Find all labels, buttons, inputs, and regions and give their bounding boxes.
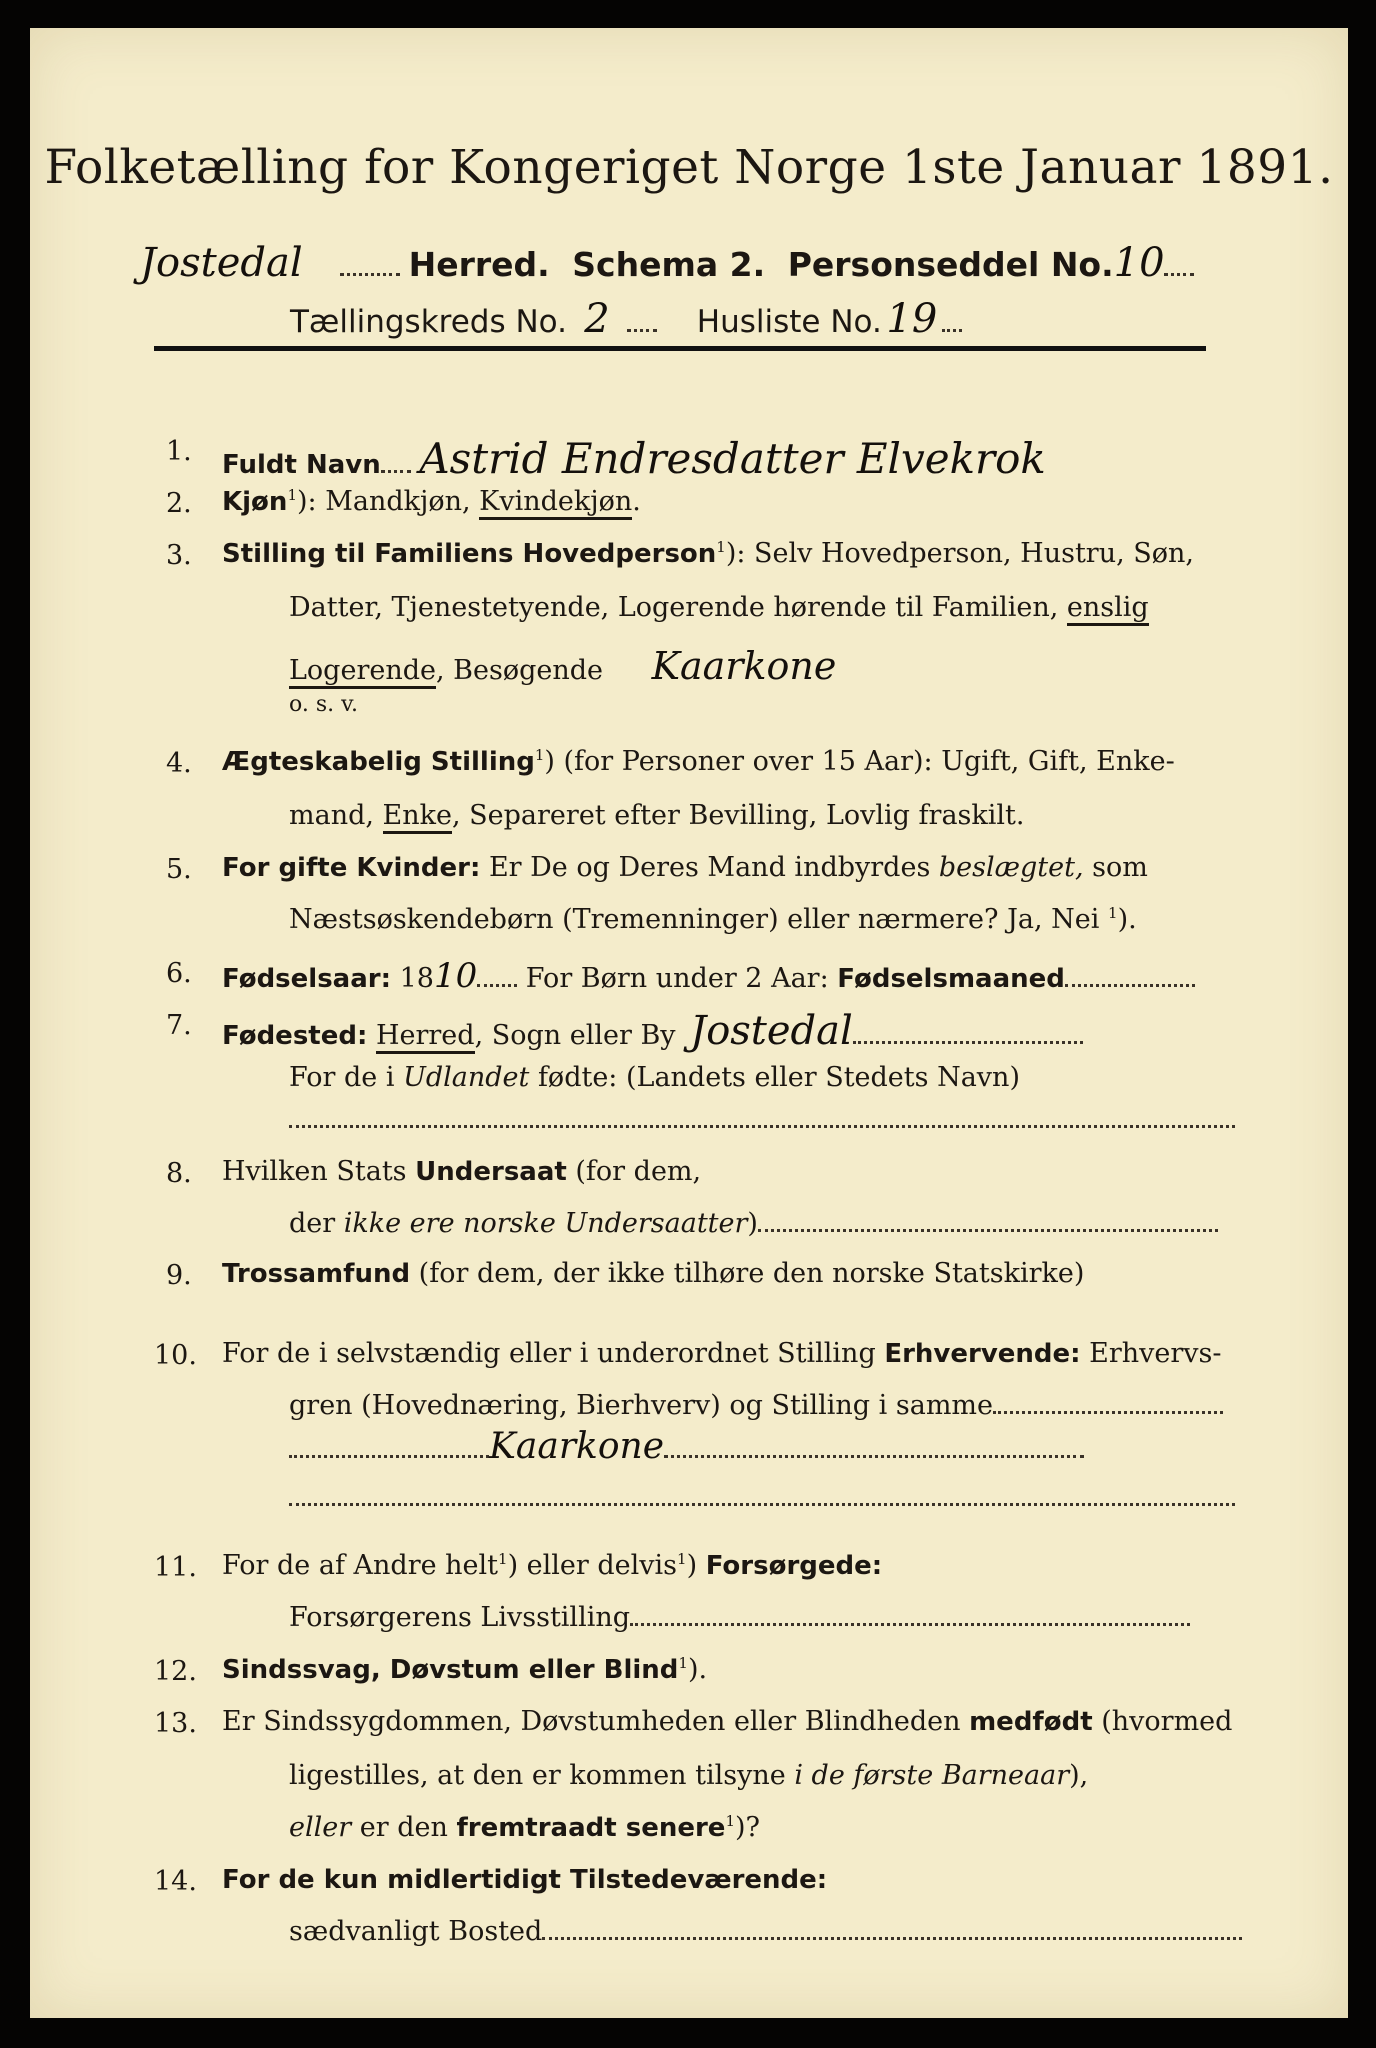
q13-line2 [289,1760,1088,1791]
census-form [30,28,1348,2018]
q9-text: (for dem, der ikke tilhøre den norske Statskirke) [410,1258,1085,1289]
q7-blank-line [289,1104,1235,1135]
q14-line2: sædvanligt Bosted [289,1916,543,1947]
q5-footnote-ref: 1 [1108,904,1118,922]
q3-options-line3: , Besøgende [435,655,603,686]
q4-options-b: , Separeret efter Bevilling, Lovlig fraskilt. [452,800,1025,831]
q13-label-medfodt: medfødt [969,1707,1093,1737]
q11-line1 [222,1550,882,1581]
q10-text-b: Erhvervs- [1080,1338,1222,1369]
q11-line2 [289,1602,1190,1633]
q8-number: 8. [166,1158,192,1189]
q2-line [222,486,641,517]
q5-text-a: Er De og Deres Mand indbyrdes [480,852,939,883]
q5-line2 [289,904,1137,935]
q12-footnote-ref: 1 [678,1654,688,1672]
q3-line4 [289,692,358,717]
q10-label: Erhvervende: [884,1339,1081,1369]
q11-number: 11. [154,1552,197,1583]
q12-end: ). [687,1654,708,1685]
q11-footnote-ref-2: 1 [677,1550,687,1568]
q6-line [222,956,1195,996]
q12-number: 12. [154,1656,197,1687]
q7-line2-a: For de i [289,1062,404,1093]
q11-text-c: ) [686,1550,706,1581]
kreds-line [290,296,962,342]
header-rule [154,346,1206,351]
q14-line2 [289,1916,1242,1947]
q13-line2-c: ), [1069,1760,1089,1791]
q13-line1 [222,1706,1232,1737]
q10-blank-line [289,1482,1235,1513]
q2-footnote-ref: 1 [287,486,297,504]
q6-label: Fødselsaar: [222,964,391,994]
q6-text: For Børn under 2 Aar: [517,963,838,994]
q8-line2-a: der [289,1208,344,1239]
q7-selected-option: Herred [376,1020,475,1054]
q3-options-line1: ): Selv Hovedperson, Hustru, Søn, [725,538,1194,569]
personseddel-label: Personseddel No. [787,245,1114,284]
q4-selected-option: Enke [383,800,452,834]
q1-line [222,434,1046,483]
q13-text-a: Er Sindssygdommen, Døvstumheden eller Blindheden [222,1706,970,1737]
q5-label: For gifte Kvinder: [222,853,481,883]
q11-text-a: For de af Andre helt [222,1550,499,1581]
schema-label: Schema 2. [572,245,766,284]
q7-space [367,1020,376,1051]
q7-line1 [222,1008,1083,1054]
q3-line3 [289,644,836,688]
q5-line1 [222,852,1148,883]
q4-options-line1: ) (for Personer over 15 Aar): Ugift, Gift, Enke- [544,746,1175,777]
husliste-value: 19 [886,296,938,342]
q3-line2 [289,592,1149,623]
q8-text-b: (for dem, [566,1156,702,1187]
q6-number: 6. [166,958,192,989]
q8-label: Undersaat [415,1157,567,1187]
q6-year-prefix: 18 [391,963,434,994]
q2-number: 2. [166,488,192,519]
q9-label: Trossamfund [222,1259,411,1289]
q7-options: , Sogn eller By [474,1020,676,1051]
q4-label: Ægteskabelig Stilling [222,747,535,777]
q13-number: 13. [154,1708,197,1739]
q13-line2-b: i de første Barneaar [794,1760,1070,1791]
q3-number: 3. [166,540,192,571]
q8-line2 [289,1208,1218,1239]
herred-label: Herred. [408,245,550,284]
q1-label: Fuldt Navn [222,450,381,480]
q2-end: . [632,486,641,517]
husliste-label: Husliste No. [696,304,882,340]
q3-options-line2: Datter, Tjenestetyende, Logerende hørende til Familien, [289,592,1067,623]
q7-line2 [289,1062,1020,1093]
q1-number: 1. [166,436,192,467]
q13-line3-b: er den [351,1812,457,1843]
q10-line2: gren (Hovednæring, Bierhverv) og Stilling i samme [289,1390,994,1421]
q14-number: 14. [154,1866,197,1897]
q6-year-value: 10 [433,956,478,996]
q7-number: 7. [166,1010,192,1041]
q5-text-c: som [1083,852,1148,883]
q4-number: 4. [166,748,192,779]
q13-end: )? [735,1812,761,1843]
q5-text-line2: Næstsøskendebørn (Tremenninger) eller nærmere? Ja, Nei [289,904,1109,935]
kreds-label: Tællingskreds No. [290,304,567,340]
q11-text-b: ) eller delvis [507,1550,678,1581]
q5-end: ). [1117,904,1137,935]
q14-line1 [222,1864,827,1895]
q6-label2: Fødselsmaaned [837,964,1065,994]
q11-footnote-ref-1: 1 [498,1550,508,1568]
q13-line3-a: eller [289,1812,352,1843]
herred-line [140,240,1194,286]
q2-label: Kjøn [222,487,288,517]
q10-value-line [289,1426,1084,1467]
q12-label: Sindssvag, Døvstum eller Blind [222,1655,679,1685]
q4-line2 [289,800,1024,831]
q10-text-a: For de i selvstændig eller i underordnet Stilling [222,1338,885,1369]
q8-line1 [222,1156,701,1187]
q4-line1 [222,746,1175,777]
q3-footnote-ref: 1 [716,538,726,556]
q10-number: 10. [154,1340,197,1371]
q8-line2-c: ) [747,1208,758,1239]
q5-text-b: beslægtet, [938,852,1084,883]
q13-line3 [289,1812,760,1843]
q3-selected-enslig: enslig [1067,592,1149,626]
q5-number: 5. [166,854,192,885]
q9-line [222,1258,1084,1289]
q8-text-a: Hvilken Stats [222,1156,416,1187]
q8-line2-b: ikke ere norske Undersaatter [343,1208,748,1239]
q10-value: Kaarkone [489,1426,665,1467]
q3-etc: o. s. v. [289,692,358,717]
q2-options: ): Mandkjøn, [296,486,480,517]
q3-value: Kaarkone [651,644,837,688]
q1-value: Astrid Endresdatter Elvekrok [419,434,1046,483]
q3-line1 [222,538,1194,569]
q11-label: Forsørgede: [705,1551,883,1581]
q10-line1 [222,1338,1222,1369]
q11-line2: Forsørgerens Livsstilling [289,1602,631,1633]
q3-selected-logerende: Logerende [289,655,436,689]
herred-value: Jostedal [140,240,303,286]
q10-line2 [289,1390,1223,1421]
q12-line [222,1654,707,1685]
q13-line2-a: ligestilles, at den er kommen tilsyne [289,1760,795,1791]
q13-footnote-ref: 1 [725,1812,735,1830]
q13-label-fremtraadt: fremtraadt senere [456,1813,726,1843]
q13-text-b: (hvormed [1092,1706,1233,1737]
q4-footnote-ref: 1 [534,746,545,764]
q7-label: Fødested: [222,1021,368,1051]
q4-options-a: mand, [289,800,383,831]
kreds-value: 2 [584,296,610,342]
q7-line2-b: Udlandet [403,1062,530,1093]
q7-value: Jostedal [690,1008,853,1054]
q3-label: Stilling til Familiens Hovedperson [222,539,717,569]
form-title: Folketælling for Kongeriget Norge 1ste Januar 1891. [44,140,1334,195]
q14-label: For de kun midlertidigt Tilstedeværende: [222,1865,828,1895]
q2-selected-option: Kvindekjøn [479,486,632,520]
q7-line2-c: fødte: (Landets eller Stedets Navn) [529,1062,1020,1093]
q9-number: 9. [166,1260,192,1291]
personseddel-value: 10 [1113,240,1165,286]
